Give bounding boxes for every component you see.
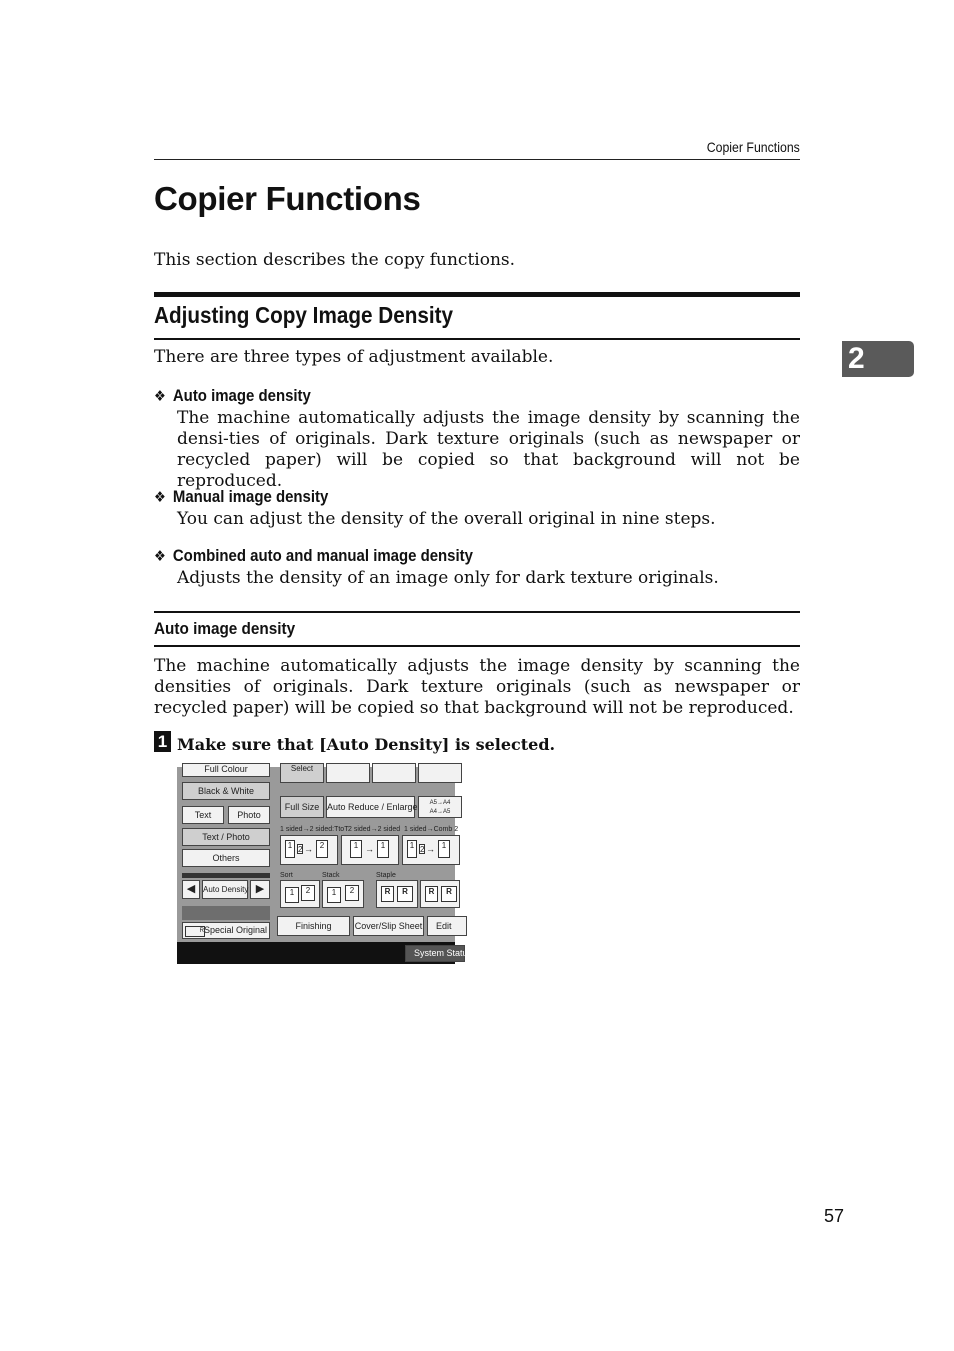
section-rule-bottom	[154, 338, 800, 340]
item-heading-combined: ❖ Combined auto and manual image density	[154, 546, 473, 565]
ratio-button[interactable]	[418, 796, 462, 818]
text-photo-button[interactable]: Text / Photo	[182, 828, 270, 846]
full-colour-button[interactable]: Full Colour	[182, 763, 270, 777]
ratio-label-2: A4→A5	[429, 809, 451, 815]
blank-bar	[182, 906, 270, 920]
combined-page-icon: 1	[438, 840, 450, 858]
black-white-button[interactable]: Black & White	[182, 782, 270, 800]
arrow-right-icon: →	[304, 844, 313, 854]
original-orientation-icon: R	[185, 926, 205, 937]
text-button[interactable]: Text	[182, 806, 224, 824]
section-intro: There are three types of adjustment available.	[154, 347, 554, 367]
duplex-page-icon: 2	[316, 840, 328, 858]
page-title: Copier Functions	[154, 180, 421, 217]
stack-icon: 1	[327, 887, 341, 903]
others-button[interactable]: Others	[182, 849, 270, 867]
diamond-bullet-icon: ❖	[154, 548, 166, 565]
staple-icon: R	[441, 886, 457, 902]
intro-text: This section describes the copy functions.	[154, 250, 516, 270]
duplex-2-2-button[interactable]	[341, 835, 399, 865]
special-original-button[interactable]	[182, 922, 270, 939]
chapter-tab: 2	[842, 341, 914, 377]
diamond-bullet-icon: ❖	[154, 489, 166, 506]
density-darker-button[interactable]	[250, 880, 270, 899]
density-scale	[182, 873, 270, 878]
full-size-button[interactable]: Full Size	[280, 796, 324, 818]
duplex-page-icon: 1	[377, 840, 389, 858]
staple-button-1[interactable]	[376, 880, 418, 908]
arrow-right-icon: ▶	[255, 883, 265, 895]
subsection-body: The machine automatically adjusts the image density by scanning the densities of originals. Dark texture originals (such as newspaper or recycled paper) will be copied so that background will not be reproduced.	[154, 656, 800, 718]
sort-button[interactable]	[280, 880, 320, 908]
subsection-title: Auto image density	[154, 619, 296, 638]
step-text: Make sure that [Auto Density] is selected.	[177, 735, 556, 754]
header-rule	[154, 159, 800, 160]
auto-density-button[interactable]: Auto Density	[202, 880, 248, 899]
combine-button[interactable]	[402, 835, 460, 865]
subsection-rule-top	[154, 611, 800, 613]
diamond-bullet-icon: ❖	[154, 388, 166, 405]
ratio-label-1: A5→A4	[429, 800, 451, 806]
staple-icon: R	[425, 886, 438, 902]
page-1-icon: 1	[285, 840, 295, 858]
paper-tray-2[interactable]	[372, 763, 416, 783]
sort-icon: 2	[301, 885, 315, 901]
stack-button[interactable]	[322, 880, 364, 908]
stack-label: Stack	[322, 872, 340, 879]
system-status-button[interactable]: System Status	[405, 945, 465, 962]
select-button[interactable]: Select	[280, 763, 324, 783]
item-body-auto: The machine automatically adjusts the image density by scanning the densi-ties of originals. Dark texture originals (such as newspaper or recycled paper) will be copied so that background will not be reproduced.	[177, 408, 800, 491]
special-original-label: Special Original	[203, 925, 267, 935]
staple-icon: R	[397, 886, 413, 902]
duplex-label-2: 2 sided→2 sided	[348, 826, 401, 833]
edit-button[interactable]: Edit	[427, 916, 467, 936]
arrow-left-icon: ◀	[186, 883, 196, 895]
auto-reduce-enlarge-button[interactable]: Auto Reduce / Enlarge	[326, 796, 415, 818]
arrow-right-icon: →	[365, 844, 374, 854]
photo-button[interactable]: Photo	[228, 806, 270, 824]
section-rule-top	[154, 292, 800, 297]
item-heading-manual: ❖ Manual image density	[154, 487, 329, 506]
cover-slip-sheet-button[interactable]: Cover/Slip Sheet	[353, 916, 424, 936]
duplex-label-1: 1 sided→2 sided:TtoT	[280, 826, 349, 833]
paper-tray-1[interactable]	[326, 763, 370, 783]
stack-icon: 2	[345, 885, 359, 901]
page-number: 57	[824, 1206, 845, 1226]
subsection-rule-bottom	[154, 645, 800, 647]
item-body-combined: Adjusts the density of an image only for dark texture originals.	[177, 568, 719, 588]
section-title: Adjusting Copy Image Density	[154, 302, 454, 328]
page-2-icon: 2	[420, 845, 425, 854]
duplex-label-3: 1 sided→Comb 2	[404, 826, 459, 833]
copier-panel-screenshot	[177, 764, 473, 964]
sort-icon: 1	[285, 887, 299, 903]
finishing-button[interactable]: Finishing	[277, 916, 350, 936]
arrow-right-icon: →	[426, 844, 435, 854]
item-heading-auto: ❖ Auto image density	[154, 386, 311, 405]
paper-tray-3[interactable]	[418, 763, 462, 783]
item-body-manual: You can adjust the density of the overall original in nine steps.	[177, 509, 716, 529]
staple-icon: R	[381, 886, 394, 902]
sort-label: Sort	[280, 872, 293, 879]
page-1-icon: 1	[407, 840, 417, 858]
staple-label: Staple	[376, 872, 396, 879]
running-head: Copier Functions	[706, 139, 800, 155]
duplex-page-icon: 1	[350, 840, 362, 858]
staple-button-2[interactable]	[420, 880, 460, 908]
page-2-icon: 2	[298, 845, 303, 854]
density-lighter-button[interactable]	[182, 880, 200, 899]
duplex-1-2-button[interactable]	[280, 835, 338, 865]
step-number: 1	[154, 731, 171, 752]
